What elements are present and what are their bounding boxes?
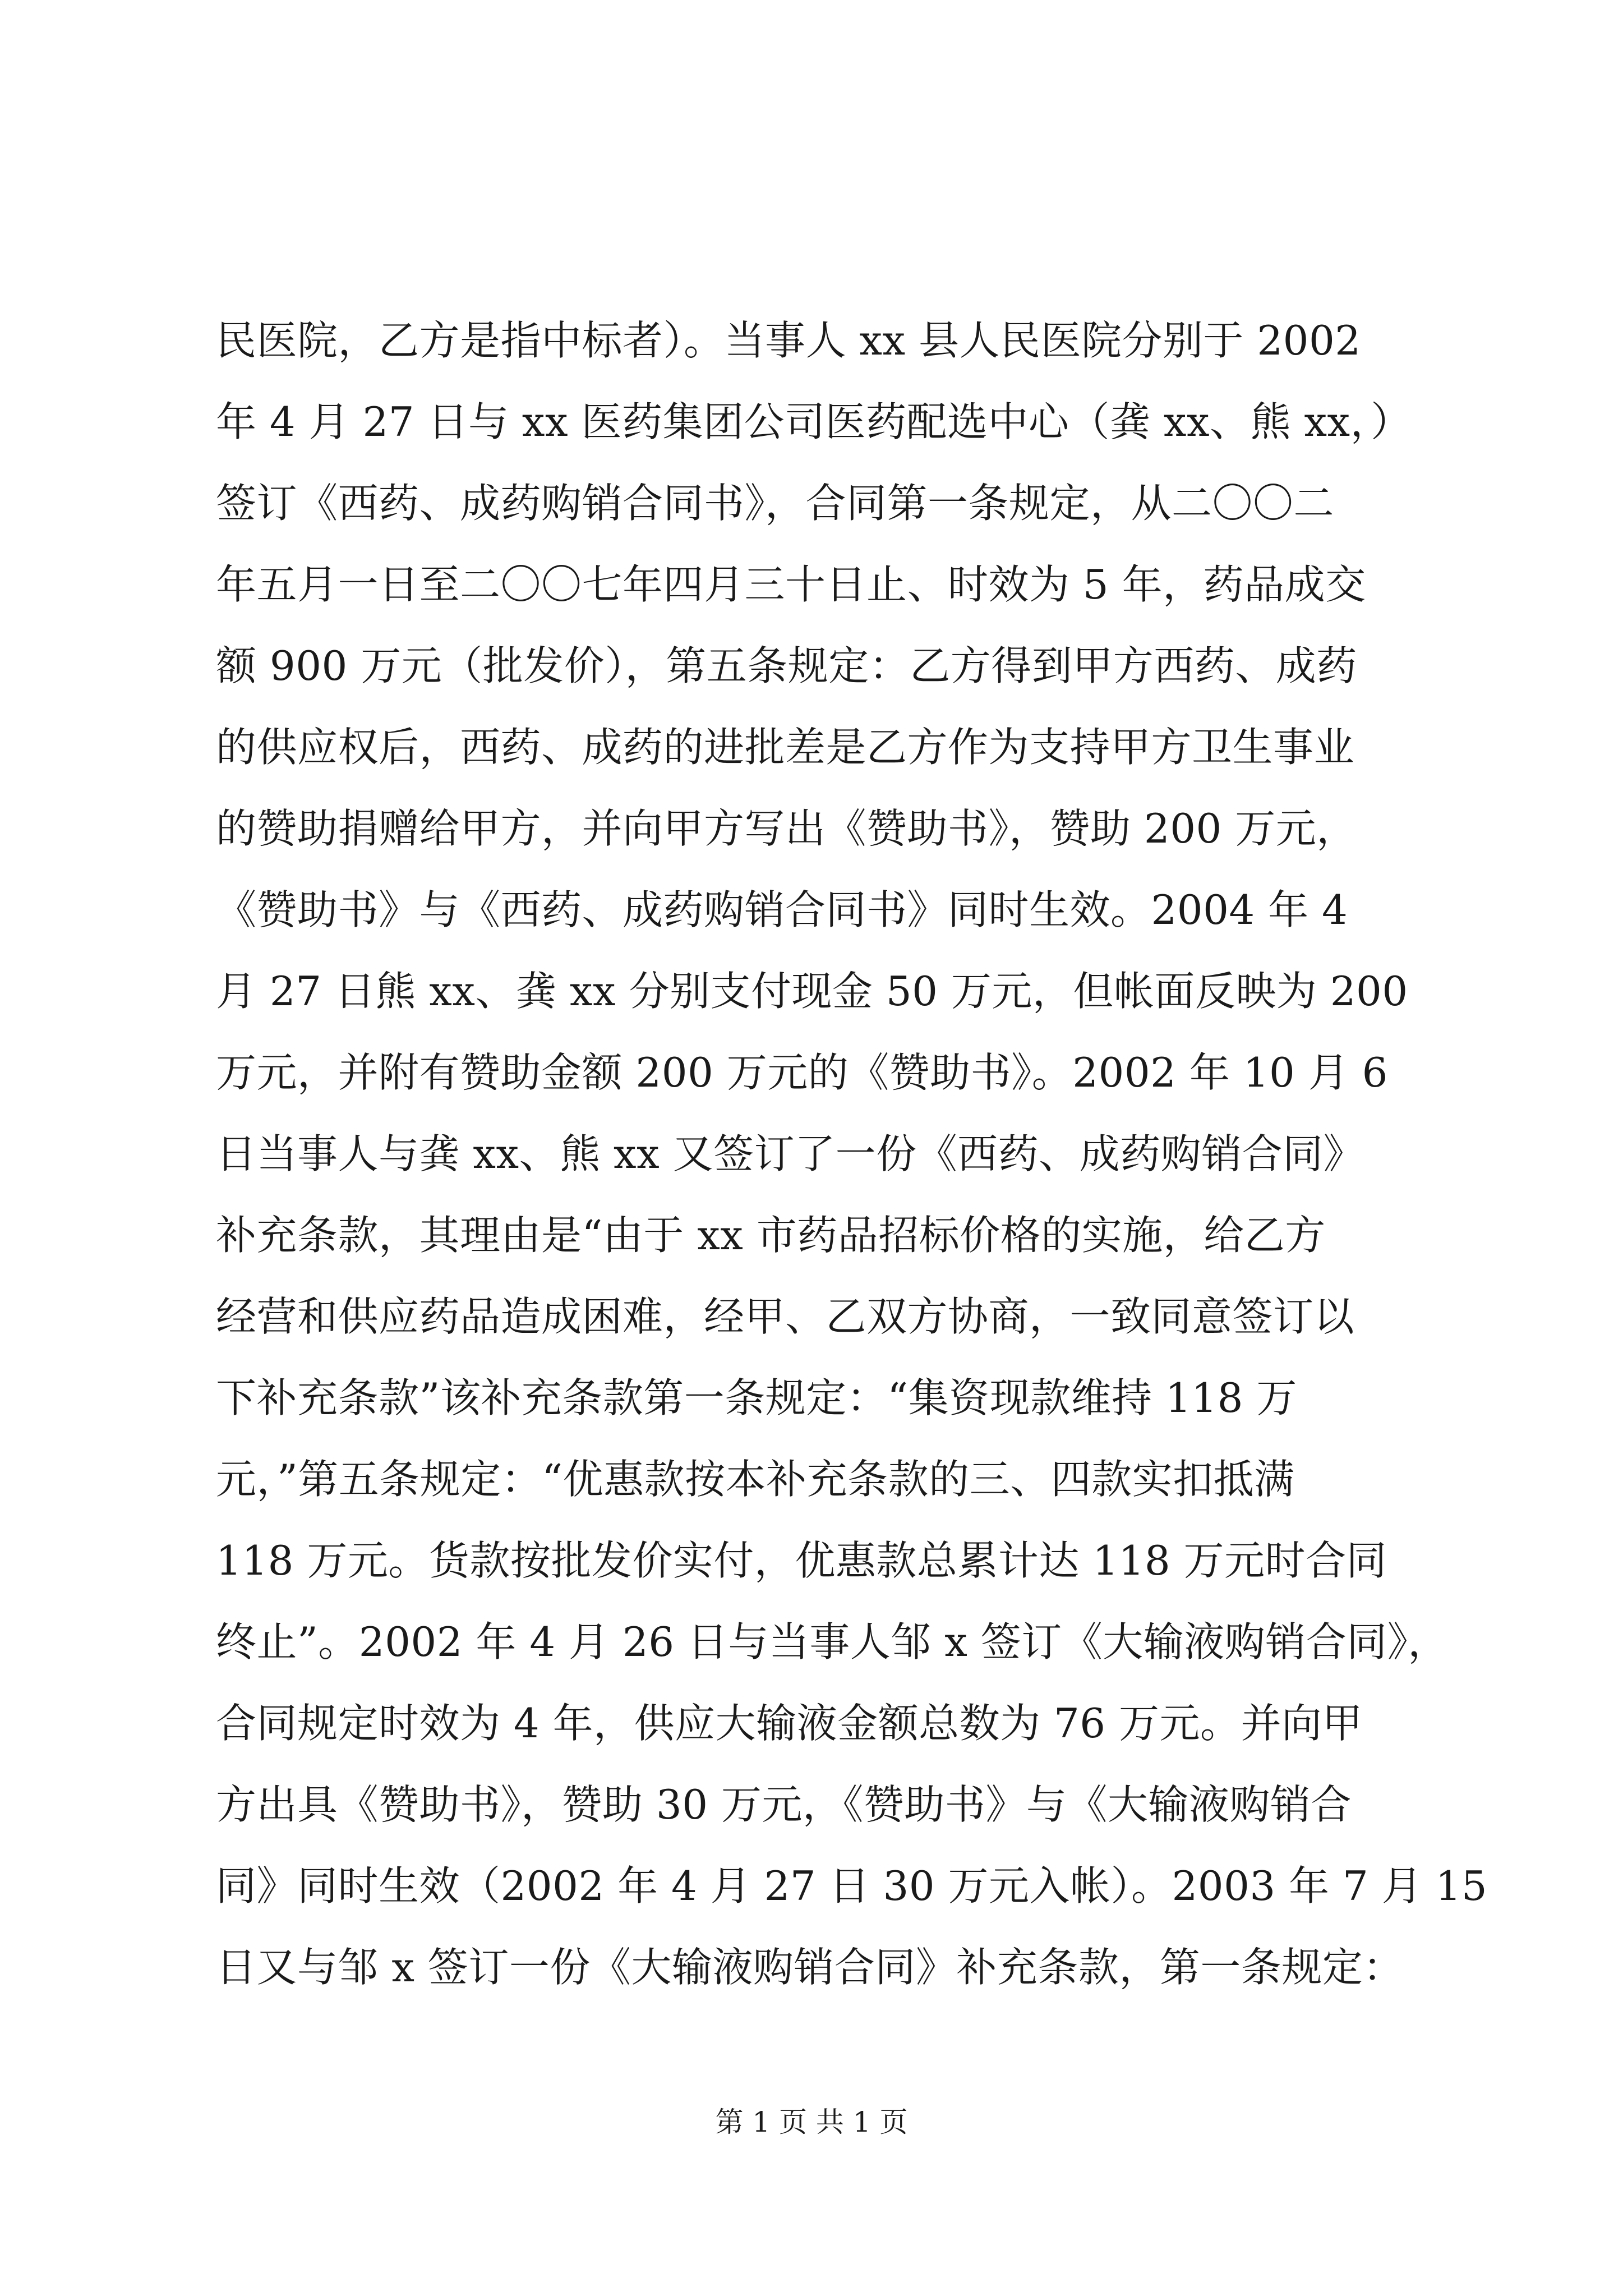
text-line: 118 万元。货款按批发价实付，优惠款总累计达 118 万元时合同 bbox=[216, 1537, 1387, 1584]
text-line: 元，”第五条规定：“优惠款按本补充条款的三、四款实扣抵满 bbox=[216, 1456, 1295, 1503]
text-line: 日又与邹 x 签订一份《大输液购销合同》补充条款，第一条规定： bbox=[216, 1944, 1404, 1991]
text-line: 同》同时生效（2002 年 4 月 27 日 30 万元入帐）。2003 年 7 月 15 bbox=[216, 1862, 1488, 1910]
text-line: 民医院，乙方是指中标者）。当事人 xx 县人民医院分别于 2002 bbox=[216, 317, 1361, 364]
text-line: 的赞助捐赠给甲方，并向甲方写出《赞助书》，赞助 200 万元， bbox=[216, 805, 1357, 852]
text-line: 补充条款，其理由是“由于 xx 市药品招标价格的实施，给乙方 bbox=[216, 1212, 1326, 1259]
text-line: 签订《西药、成药购销合同书》，合同第一条规定，从二〇〇二 bbox=[216, 480, 1335, 527]
page-number-label: 第 1 页 共 1 页 bbox=[715, 2106, 908, 2138]
text-line: 年 4 月 27 日与 xx 医药集团公司医药配选中心（龚 xx、熊 xx，） bbox=[216, 398, 1412, 445]
text-line: 方出具《赞助书》，赞助 30 万元，《赞助书》与《大输液购销合 bbox=[216, 1781, 1352, 1828]
body-text bbox=[216, 300, 1488, 2008]
text-line: 下补充条款”该补充条款第一条规定：“集资现款维持 118 万 bbox=[216, 1374, 1297, 1421]
text-line: 年五月一日至二〇〇七年四月三十日止、时效为 5 年，药品成交 bbox=[216, 561, 1366, 608]
text-line: 万元，并附有赞助金额 200 万元的《赞助书》。2002 年 10 月 6 bbox=[216, 1049, 1388, 1096]
text-line: 额 900 万元（批发价），第五条规定：乙方得到甲方西药、成药 bbox=[216, 642, 1357, 689]
text-line: 经营和供应药品造成困难，经甲、乙双方协商，一致同意签订以 bbox=[216, 1293, 1355, 1340]
text-line: 月 27 日熊 xx、龚 xx 分别支付现金 50 万元，但帐面反映为 200 bbox=[216, 968, 1408, 1015]
text-line: 《赞助书》与《西药、成药购销合同书》同时生效。2004 年 4 bbox=[216, 886, 1348, 933]
text-line: 合同规定时效为 4 年，供应大输液金额总数为 76 万元。并向甲 bbox=[216, 1700, 1363, 1747]
text-line: 终止”。2002 年 4 月 26 日与当事人邹 x 签订《大输液购销合同》， bbox=[216, 1618, 1449, 1665]
text-line: 日当事人与龚 xx、熊 xx 又签订了一份《西药、成药购销合同》 bbox=[216, 1130, 1364, 1177]
text-line: 的供应权后，西药、成药的进批差是乙方作为支持甲方卫生事业 bbox=[216, 724, 1355, 771]
page-footer bbox=[0, 2102, 1623, 2142]
